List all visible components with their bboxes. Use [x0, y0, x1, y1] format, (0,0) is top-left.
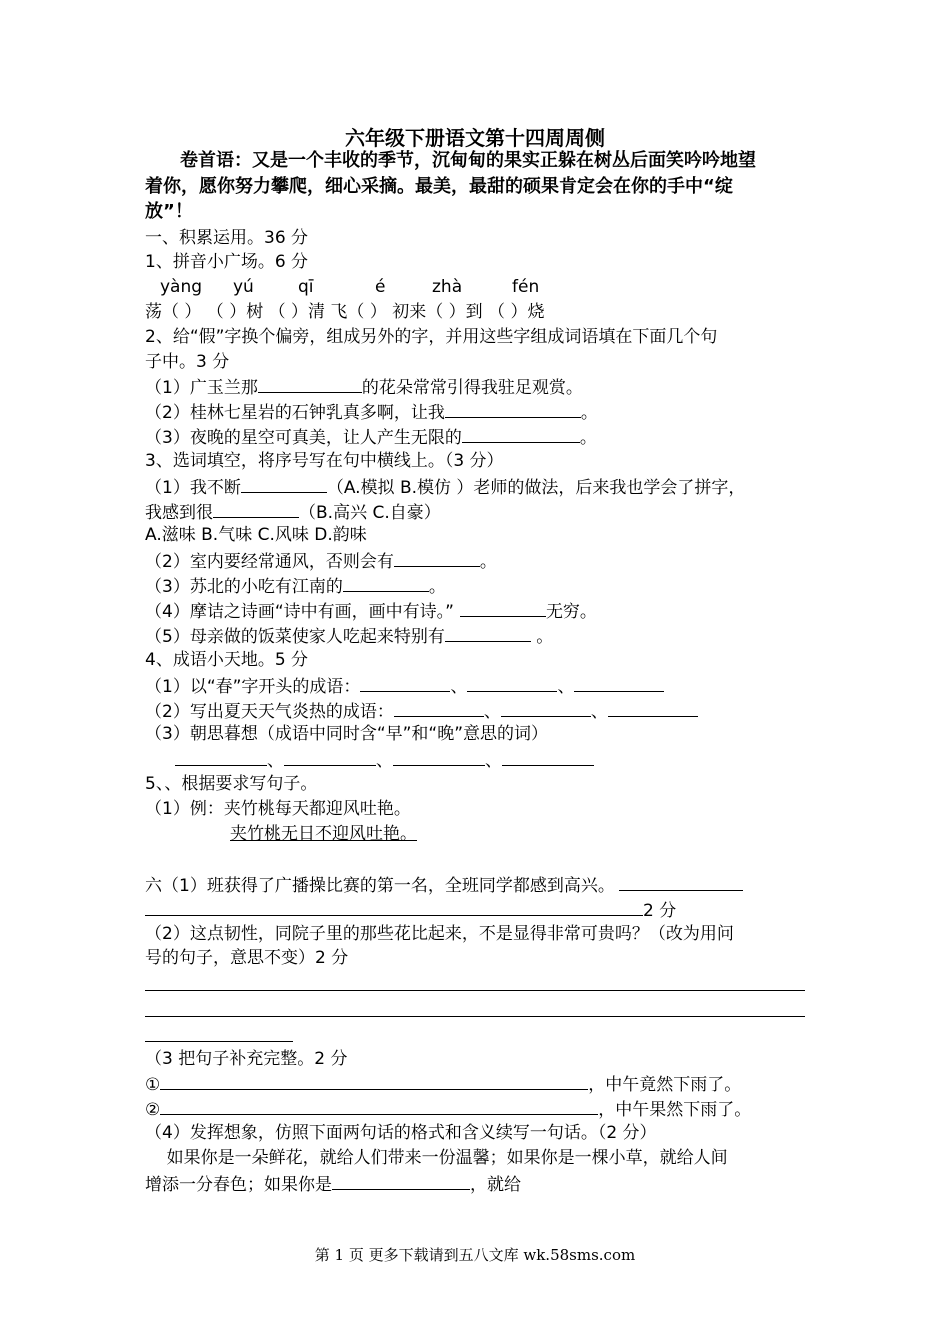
q5-complete-2: ② ，中午果然下雨了。: [145, 1096, 751, 1122]
q3-sentence-1b: 我感到很 （B.高兴 C.自豪）: [145, 499, 441, 525]
q2-sentence-1: （1）广玉兰那 的花朵常常引得我驻足观赏。: [145, 374, 583, 400]
q4-sentence-3-blanks: 、 、 、: [175, 747, 594, 773]
answer-blank[interactable]: [501, 698, 591, 717]
q3-sentence-4: （4）摩诘之诗画“诗中有画，画中有诗。” 无穷。: [145, 598, 597, 624]
q4-sentence-3: （3）朝思暮想（成语中同时含“早”和“晚”意思的词）: [145, 724, 549, 744]
q5-paragraph-1: 如果你是一朵鲜花，就给人们带来一份温馨；如果你是一棵小草，就给人间: [145, 1148, 728, 1168]
answer-blank[interactable]: [213, 499, 299, 518]
q4-title: 4、成语小天地。5 分: [145, 650, 309, 670]
q4-sentence-2: （2）写出夏天天气炎热的成语： 、 、: [145, 698, 698, 724]
answer-blank[interactable]: [462, 424, 580, 443]
q3-sentence-3: （3）苏北的小吃有江南的 。: [145, 573, 446, 599]
preface-line-3: 放”！: [145, 201, 193, 222]
answer-blank[interactable]: [343, 573, 429, 592]
q5-sentence-6-cont: 2 分: [145, 897, 676, 923]
q2-title-1: 2、给“假”字换个偏旁，组成另外的字，并用这些字组成词语填在下面几个句: [145, 327, 718, 347]
q3-sentence-1: （1）我不断 （A.模拟 B.模仿 ）老师的做法，后来我也学会了拼字，: [145, 474, 745, 500]
answer-blank[interactable]: [360, 673, 450, 692]
answer-line[interactable]: [145, 1041, 293, 1042]
answer-blank[interactable]: [284, 747, 376, 766]
answer-blank[interactable]: [241, 474, 327, 493]
answer-blank[interactable]: [445, 623, 531, 642]
answer-line[interactable]: [145, 990, 805, 991]
q5-example-1: （1）例：夹竹桃每天都迎风吐艳。: [145, 799, 411, 819]
preface-line-2: 着你，愿你努力攀爬，细心采摘。最美，最甜的硕果肯定会在你的手中“绽: [145, 176, 733, 197]
answer-line[interactable]: [145, 1016, 805, 1017]
q3-sentence-5: （5）母亲做的饭菜使家人吃起来特别有 。: [145, 623, 553, 649]
pinyin-5: zhà: [432, 277, 463, 297]
q2-sentence-3: （3）夜晚的星空可真美，让人产生无限的 。: [145, 424, 597, 450]
answer-blank[interactable]: [619, 872, 743, 891]
q5-sentence-3: （3 把句子补充完整。2 分: [145, 1049, 348, 1069]
q2-sentence-2: （2）桂林七星岩的石钟乳真多啊，让我 。: [145, 399, 598, 425]
q1-words: 荡（ ） （ ）树 （ ）清 飞（ ） 初来（ ）到 （ ）烧: [145, 302, 545, 322]
answer-blank[interactable]: [445, 399, 581, 418]
pinyin-6: fén: [512, 277, 540, 297]
q5-complete-1: ① ，中午竟然下雨了。: [145, 1071, 741, 1097]
q5-sentence-2a: （2）这点韧性，同院子里的那些花比起来，不是显得非常可贵吗？（改为用问: [145, 924, 734, 944]
answer-blank[interactable]: [394, 548, 480, 567]
q5-paragraph-2: 增添一分春色；如果你是 ，就给: [145, 1171, 521, 1197]
answer-blank[interactable]: [394, 698, 484, 717]
answer-blank[interactable]: [332, 1171, 470, 1190]
answer-blank[interactable]: [160, 1096, 598, 1115]
q5-sentence-4: （4）发挥想象，仿照下面两句话的格式和含义续写一句话。（2 分）: [145, 1123, 657, 1143]
page-footer: 第 1 页 更多下载请到五八文库 wk.58sms.com: [314, 1246, 636, 1264]
q3-title: 3、选词填空，将序号写在句中横线上。（3 分）: [145, 451, 504, 471]
page-title: 六年级下册语文第十四周周侧: [345, 126, 605, 150]
answer-blank[interactable]: [608, 698, 698, 717]
q5-sentence-6: 六（1）班获得了广播操比赛的第一名，全班同学都感到高兴。: [145, 872, 743, 898]
q5-example-2: 夹竹桃无日不迎风吐艳。: [230, 824, 417, 844]
q5-sentence-2b: 号的句子，意思不变）2 分: [145, 948, 349, 968]
q5-title: 5、、根据要求写句子。: [145, 774, 318, 794]
q3-sentence-2: （2）室内要经常通风，否则会有 。: [145, 548, 497, 574]
answer-blank[interactable]: [502, 747, 594, 766]
q2-title-2: 子中。3 分: [145, 352, 230, 372]
q1-title: 1、拼音小广场。6 分: [145, 252, 309, 272]
answer-blank[interactable]: [160, 1071, 588, 1090]
answer-blank[interactable]: [460, 598, 546, 617]
q4-sentence-1: （1）以“春”字开头的成语： 、 、: [145, 673, 664, 699]
pinyin-2: yú: [233, 277, 254, 297]
answer-blank[interactable]: [393, 747, 485, 766]
pinyin-1: yàng: [160, 277, 203, 297]
answer-blank[interactable]: [574, 673, 664, 692]
answer-blank[interactable]: [175, 747, 267, 766]
answer-blank[interactable]: [467, 673, 557, 692]
part1-heading: 一、积累运用。36 分: [145, 228, 309, 248]
pinyin-4: é: [375, 277, 386, 297]
pinyin-3: qī: [298, 277, 314, 297]
answer-blank[interactable]: [258, 374, 362, 393]
preface-line-1: 卷首语：又是一个丰收的季节，沉甸甸的果实正躲在树丛后面笑吟吟地望: [180, 150, 756, 171]
answer-blank[interactable]: [145, 897, 643, 916]
q3-options: A.滋味 B.气味 C.风味 D.韵味: [145, 525, 367, 545]
